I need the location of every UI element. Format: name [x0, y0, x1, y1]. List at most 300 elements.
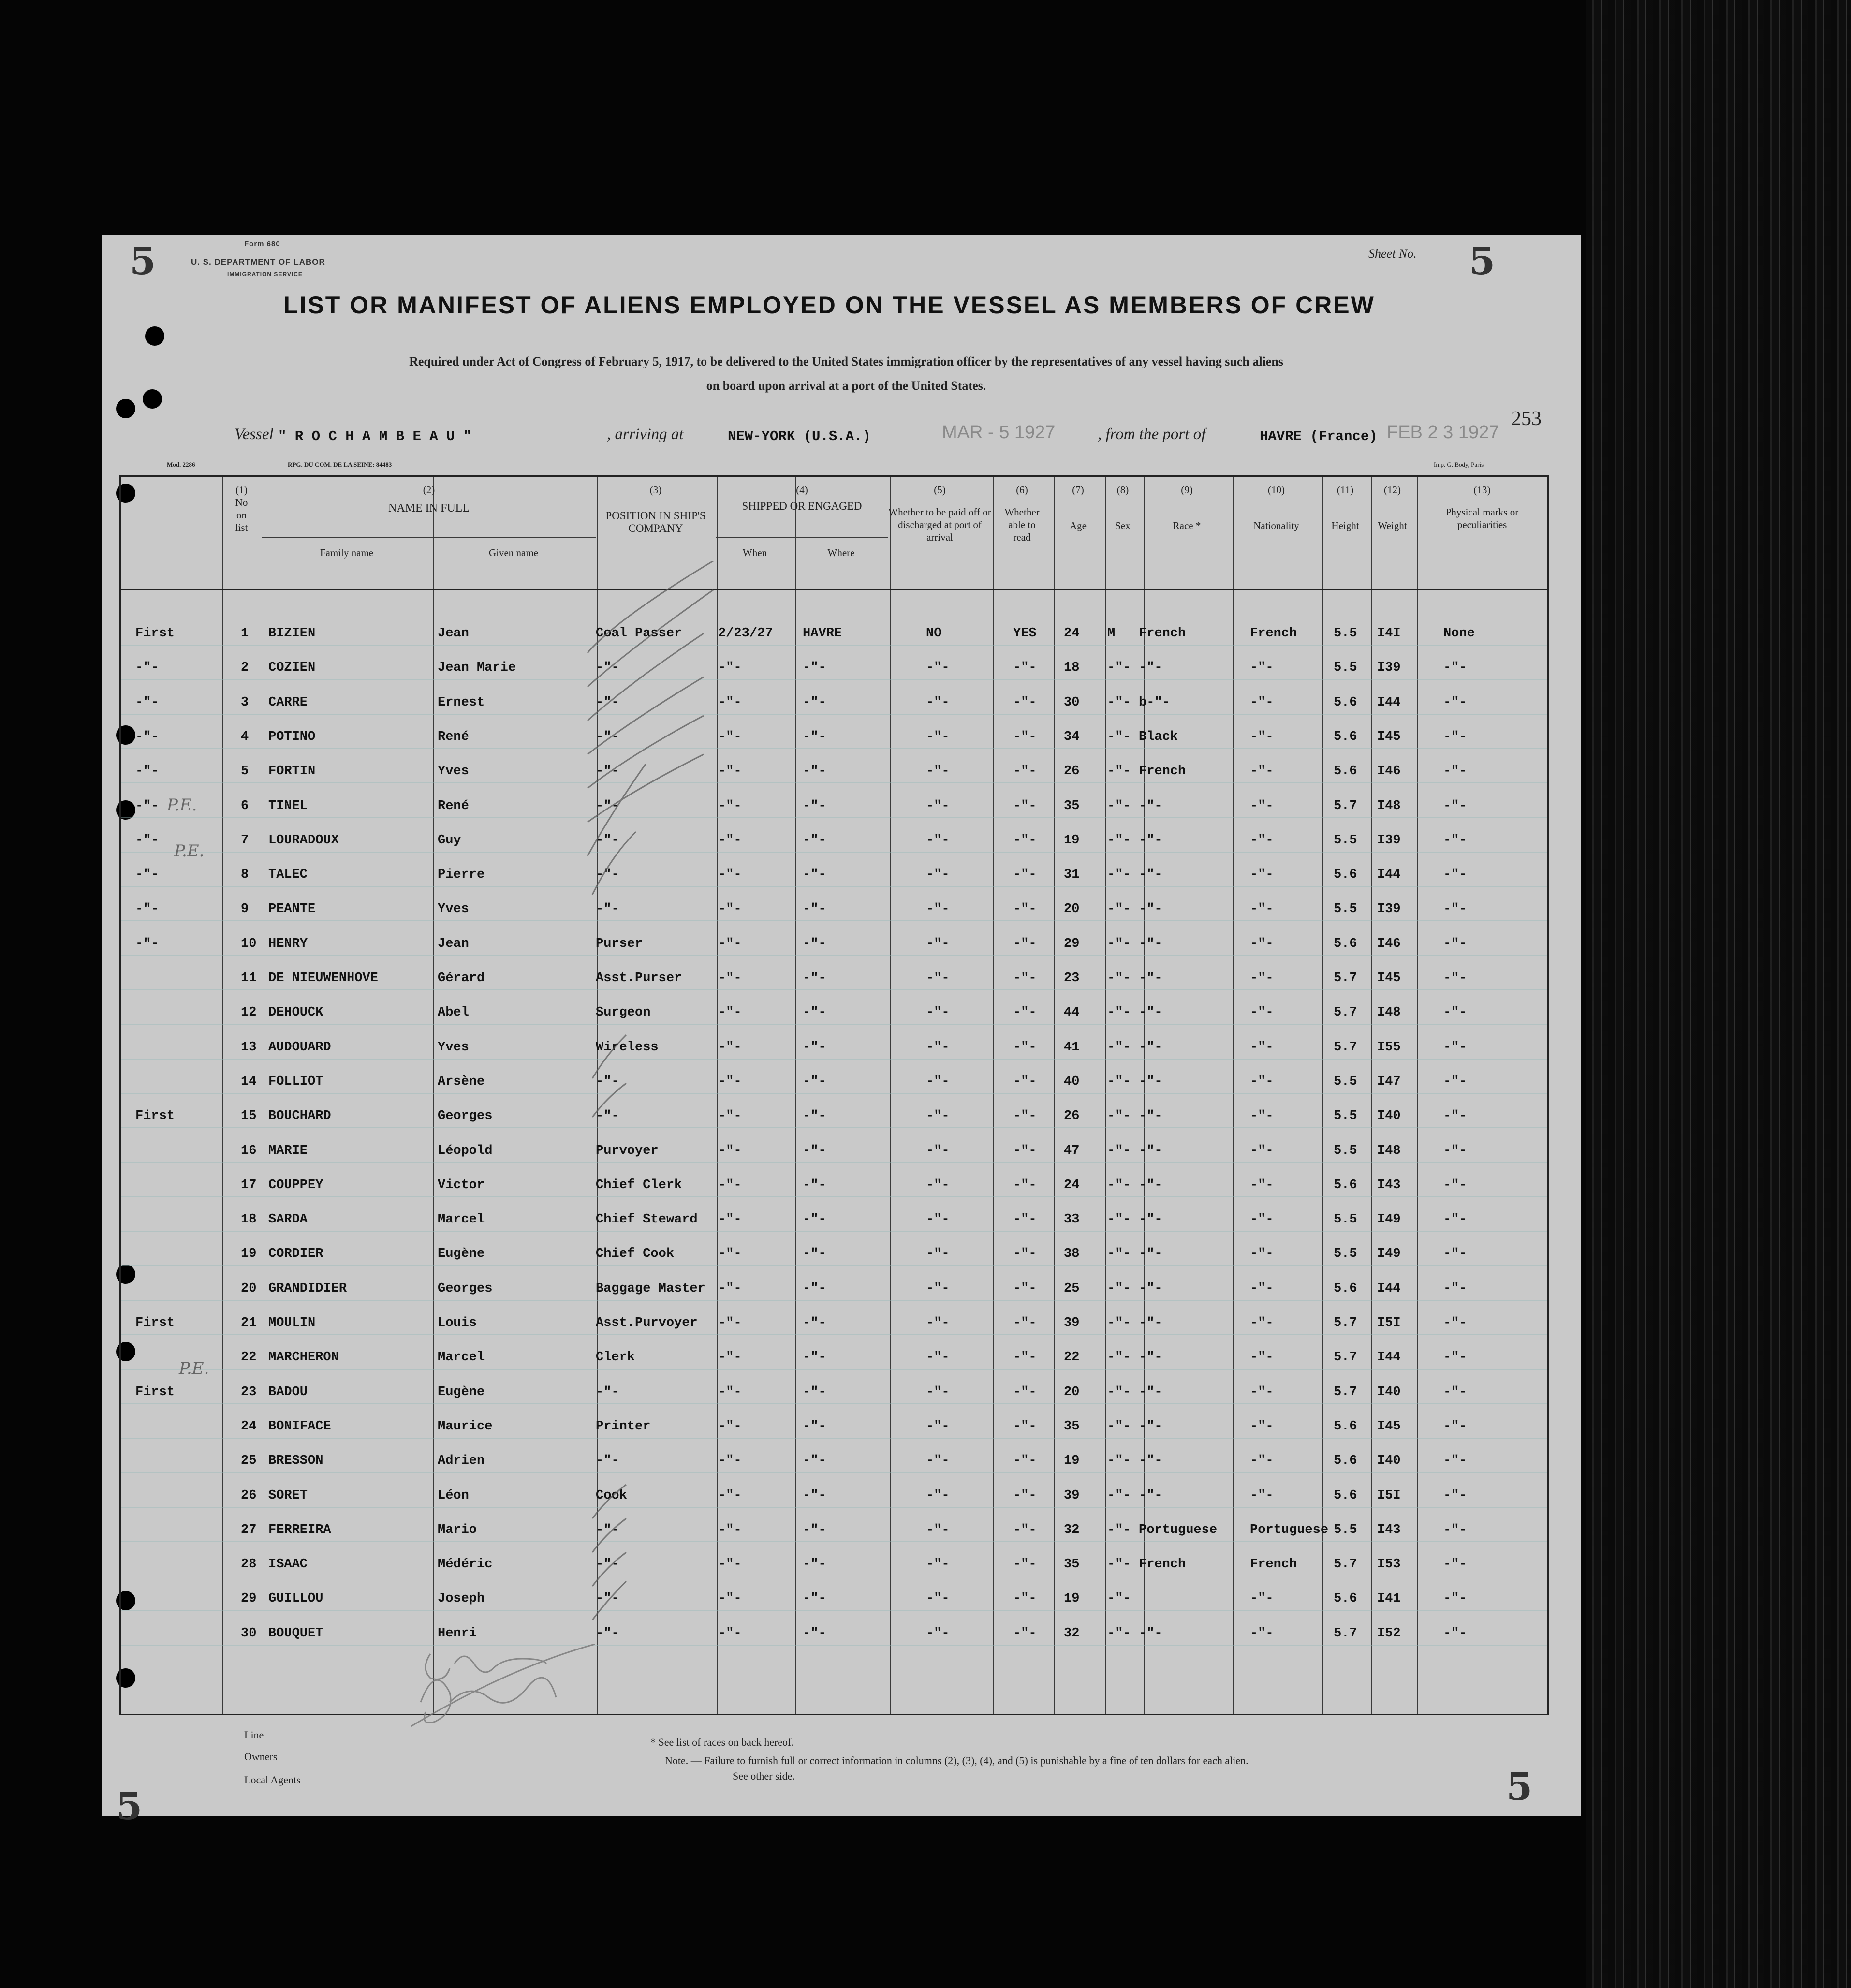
- row-no: 3: [241, 695, 249, 710]
- row-race: -"-: [1139, 868, 1162, 883]
- row-height: 5.7: [1334, 1316, 1357, 1330]
- row-nationality: -"-: [1250, 1281, 1274, 1296]
- annotation-pe: P.E.: [167, 795, 197, 815]
- row-position: -"-: [596, 1074, 619, 1089]
- footer-line-label: Line: [244, 1729, 264, 1741]
- row-height: 5.7: [1334, 1384, 1357, 1399]
- row-marks: None: [1443, 626, 1475, 641]
- row-sex: -"-: [1107, 833, 1131, 848]
- row-marks: -"-: [1443, 1522, 1467, 1537]
- row-weight: I41: [1377, 1591, 1401, 1606]
- row-able-to-read: -"-: [1013, 1074, 1037, 1089]
- row-family-name: MARCHERON: [268, 1350, 339, 1365]
- row-position: Asst.Purvoyer: [596, 1316, 698, 1330]
- row-height: 5.7: [1334, 971, 1357, 986]
- row-sex: -"-: [1107, 729, 1131, 744]
- row-no: 8: [241, 868, 249, 883]
- row-age: 20: [1064, 902, 1080, 917]
- row-paid-off: -"-: [926, 729, 950, 744]
- row-sex: -"-: [1107, 936, 1131, 951]
- row-paid-off: -"-: [926, 1247, 950, 1262]
- row-able-to-read: -"-: [1013, 764, 1037, 779]
- row-able-to-read: -"-: [1013, 729, 1037, 744]
- row-given-name: Eugène: [438, 1247, 485, 1262]
- row-age: 26: [1064, 764, 1080, 779]
- row-where: -"-: [803, 661, 826, 676]
- row-paid-off: -"-: [926, 1109, 950, 1124]
- row-position: Printer: [596, 1419, 651, 1434]
- row-no: 20: [241, 1281, 257, 1296]
- row-able-to-read: -"-: [1013, 1488, 1037, 1503]
- row-family-name: MARIE: [268, 1143, 308, 1158]
- row-height: 5.5: [1334, 1143, 1357, 1158]
- film-edge-artifact: [1586, 0, 1851, 1988]
- row-able-to-read: YES: [1013, 626, 1037, 641]
- row-where: -"-: [803, 1316, 826, 1330]
- row-left-note: -"-: [135, 661, 159, 676]
- row-nationality: -"-: [1250, 1454, 1274, 1469]
- row-marks: -"-: [1443, 1350, 1467, 1365]
- row-weight: I39: [1377, 833, 1401, 848]
- row-no: 2: [241, 661, 249, 676]
- row-race: Black: [1139, 729, 1178, 744]
- row-nationality: -"-: [1250, 971, 1274, 986]
- row-age: 31: [1064, 868, 1080, 883]
- row-able-to-read: -"-: [1013, 1005, 1037, 1020]
- annotation-pe: P.E.: [179, 1359, 209, 1378]
- from-port: HAVRE (France): [1260, 428, 1378, 444]
- row-nationality: -"-: [1250, 1419, 1274, 1434]
- row-rule: [121, 748, 1547, 749]
- row-race: -"-: [1139, 1178, 1162, 1193]
- row-age: 40: [1064, 1074, 1080, 1089]
- row-race: -"-: [1139, 798, 1162, 813]
- row-height: 5.6: [1334, 936, 1357, 951]
- row-age: 26: [1064, 1109, 1080, 1124]
- row-no: 4: [241, 729, 249, 744]
- row-nationality: -"-: [1250, 1316, 1274, 1330]
- row-left-note: -"-: [135, 936, 159, 951]
- row-able-to-read: -"-: [1013, 1143, 1037, 1158]
- row-when: -"-: [718, 1316, 742, 1330]
- mod-number: Mod. 2286: [167, 461, 195, 468]
- row-no: 25: [241, 1454, 257, 1469]
- col-2a-header: Family name: [320, 547, 374, 559]
- row-where: -"-: [803, 1522, 826, 1537]
- row-when: -"-: [718, 1522, 742, 1537]
- row-given-name: Ernest: [438, 695, 485, 710]
- row-where: -"-: [803, 1074, 826, 1089]
- row-when: -"-: [718, 936, 742, 951]
- row-height: 5.5: [1334, 902, 1357, 917]
- col-7-header: (7) Age: [1070, 484, 1087, 531]
- row-height: 5.6: [1334, 1178, 1357, 1193]
- row-weight: I45: [1377, 971, 1401, 986]
- row-weight: I55: [1377, 1040, 1401, 1055]
- row-race: b-"-: [1139, 695, 1170, 710]
- row-paid-off: -"-: [926, 1626, 950, 1641]
- row-rule: [121, 852, 1547, 853]
- row-able-to-read: -"-: [1013, 833, 1037, 848]
- row-given-name: Marcel: [438, 1212, 485, 1227]
- row-age: 19: [1064, 1591, 1080, 1606]
- row-able-to-read: -"-: [1013, 798, 1037, 813]
- col-10-header: (10) Nationality: [1253, 484, 1299, 531]
- punch-hole: [145, 326, 164, 346]
- row-where: -"-: [803, 798, 826, 813]
- row-when: -"-: [718, 1454, 742, 1469]
- page-stamp-top-right: 5: [1469, 239, 1496, 283]
- row-marks: -"-: [1443, 764, 1467, 779]
- departure-date-stamp: FEB 2 3 1927: [1387, 422, 1499, 442]
- row-where: -"-: [803, 1281, 826, 1296]
- row-given-name: Jean: [438, 936, 469, 951]
- row-where: HAVRE: [803, 626, 842, 641]
- row-rule: [121, 1196, 1547, 1197]
- row-race: -"-: [1139, 1626, 1162, 1641]
- row-nationality: -"-: [1250, 1040, 1274, 1055]
- row-position: -"-: [596, 1626, 619, 1641]
- row-no: 9: [241, 902, 249, 917]
- row-given-name: Victor: [438, 1178, 485, 1193]
- row-paid-off: -"-: [926, 1074, 950, 1089]
- row-sex: -"-: [1107, 1109, 1131, 1124]
- row-paid-off: -"-: [926, 902, 950, 917]
- row-when: -"-: [718, 661, 742, 676]
- row-where: -"-: [803, 729, 826, 744]
- row-paid-off: -"-: [926, 1350, 950, 1365]
- row-height: 5.6: [1334, 1419, 1357, 1434]
- row-marks: -"-: [1443, 971, 1467, 986]
- row-left-note: -"-: [135, 868, 159, 883]
- row-rule: [121, 1300, 1547, 1301]
- row-age: 24: [1064, 1178, 1080, 1193]
- row-given-name: Joseph: [438, 1591, 485, 1606]
- row-when: -"-: [718, 1212, 742, 1227]
- row-marks: -"-: [1443, 1419, 1467, 1434]
- row-marks: -"-: [1443, 1074, 1467, 1089]
- row-sex: -"-: [1107, 1488, 1131, 1503]
- row-sex: -"-: [1107, 1281, 1131, 1296]
- row-position: -"-: [596, 798, 619, 813]
- row-given-name: Adrien: [438, 1454, 485, 1469]
- row-position: Asst.Purser: [596, 971, 682, 986]
- row-race: -"-: [1139, 1005, 1162, 1020]
- row-marks: -"-: [1443, 1005, 1467, 1020]
- row-family-name: AUDOUARD: [268, 1040, 331, 1055]
- row-race: -"-: [1139, 1143, 1162, 1158]
- row-when: -"-: [718, 729, 742, 744]
- row-position: Chief Steward: [596, 1212, 698, 1227]
- row-position: Purser: [596, 936, 643, 951]
- row-paid-off: -"-: [926, 1316, 950, 1330]
- row-when: -"-: [718, 764, 742, 779]
- row-able-to-read: -"-: [1013, 868, 1037, 883]
- row-weight: I48: [1377, 798, 1401, 813]
- row-no: 16: [241, 1143, 257, 1158]
- row-race: -"-: [1139, 1384, 1162, 1399]
- row-position: -"-: [596, 868, 619, 883]
- row-able-to-read: -"-: [1013, 936, 1037, 951]
- row-paid-off: -"-: [926, 1384, 950, 1399]
- row-no: 24: [241, 1419, 257, 1434]
- row-given-name: Abel: [438, 1005, 469, 1020]
- row-paid-off: -"-: [926, 1488, 950, 1503]
- row-no: 11: [241, 971, 257, 986]
- footer-note: Note. — Failure to furnish full or correct information in columns (2), (3), (4), and (5) is punishable by a fine of ten dollars for each alien.: [665, 1754, 1249, 1767]
- row-position: Chief Cook: [596, 1247, 675, 1262]
- row-sex: -"-: [1107, 1626, 1131, 1641]
- row-position: Clerk: [596, 1350, 635, 1365]
- row-where: -"-: [803, 868, 826, 883]
- row-sex: -"-: [1107, 1419, 1131, 1434]
- row-where: -"-: [803, 1419, 826, 1434]
- row-nationality: -"-: [1250, 1109, 1274, 1124]
- col-4b-header: Where: [827, 547, 855, 559]
- row-family-name: ISAAC: [268, 1557, 308, 1572]
- row-family-name: FOLLIOT: [268, 1074, 323, 1089]
- row-family-name: PEANTE: [268, 902, 316, 917]
- row-marks: -"-: [1443, 798, 1467, 813]
- row-left-note: -"-: [135, 902, 159, 917]
- row-rule: [121, 1334, 1547, 1335]
- row-age: 39: [1064, 1316, 1080, 1330]
- row-left-note: -"-: [135, 833, 159, 848]
- row-nationality: Portuguese: [1250, 1522, 1329, 1537]
- row-rule: [121, 1472, 1547, 1473]
- row-position: -"-: [596, 695, 619, 710]
- row-paid-off: -"-: [926, 1591, 950, 1606]
- row-weight: I46: [1377, 764, 1401, 779]
- row-no: 15: [241, 1109, 257, 1124]
- row-sex: -"-: [1107, 764, 1131, 779]
- annotation-pe: P.E.: [174, 841, 205, 861]
- row-able-to-read: -"-: [1013, 1557, 1037, 1572]
- row-sex: -"-: [1107, 1384, 1131, 1399]
- row-sex: -"-: [1107, 1316, 1131, 1330]
- row-when: -"-: [718, 1040, 742, 1055]
- row-sex: -"-: [1107, 971, 1131, 986]
- tick-marks: [573, 561, 728, 1649]
- row-rule: [121, 1162, 1547, 1163]
- row-given-name: Louis: [438, 1316, 477, 1330]
- row-family-name: SARDA: [268, 1212, 308, 1227]
- row-where: -"-: [803, 1109, 826, 1124]
- row-paid-off: -"-: [926, 1005, 950, 1020]
- row-race: -"-: [1139, 1109, 1162, 1124]
- row-able-to-read: -"-: [1013, 1626, 1037, 1641]
- row-nationality: -"-: [1250, 661, 1274, 676]
- row-given-name: René: [438, 729, 469, 744]
- row-weight: I43: [1377, 1178, 1401, 1193]
- row-position: Coal Passer: [596, 626, 682, 641]
- row-no: 26: [241, 1488, 257, 1503]
- col-9-header: (9) Race *: [1173, 484, 1201, 531]
- row-where: -"-: [803, 1384, 826, 1399]
- subtitle-line-1: Required under Act of Congress of February 5, 1917, to be delivered to the United States immigration officer by the representatives of any vessel having such aliens: [409, 354, 1283, 368]
- row-paid-off: -"-: [926, 695, 950, 710]
- row-age: 39: [1064, 1488, 1080, 1503]
- row-given-name: Pierre: [438, 868, 485, 883]
- row-marks: -"-: [1443, 1212, 1467, 1227]
- col-11-header: (11) Height: [1331, 484, 1359, 531]
- row-family-name: COZIEN: [268, 661, 316, 676]
- page-title: LIST OR MANIFEST OF ALIENS EMPLOYED ON THE VESSEL AS MEMBERS OF CREW: [283, 292, 1375, 319]
- row-nationality: -"-: [1250, 1384, 1274, 1399]
- row-position: -"-: [596, 1384, 619, 1399]
- row-where: -"-: [803, 1557, 826, 1572]
- row-when: -"-: [718, 695, 742, 710]
- row-able-to-read: -"-: [1013, 1109, 1037, 1124]
- row-weight: I43: [1377, 1522, 1401, 1537]
- row-age: 32: [1064, 1626, 1080, 1641]
- row-family-name: FORTIN: [268, 764, 316, 779]
- row-when: -"-: [718, 1074, 742, 1089]
- row-height: 5.6: [1334, 729, 1357, 744]
- row-height: 5.7: [1334, 798, 1357, 813]
- row-where: -"-: [803, 1454, 826, 1469]
- row-nationality: -"-: [1250, 868, 1274, 883]
- row-able-to-read: -"-: [1013, 1419, 1037, 1434]
- row-paid-off: -"-: [926, 868, 950, 883]
- row-paid-off: -"-: [926, 833, 950, 848]
- row-position: -"-: [596, 1557, 619, 1572]
- row-when: -"-: [718, 1626, 742, 1641]
- row-weight: I44: [1377, 1281, 1401, 1296]
- row-left-note: First: [135, 1316, 175, 1330]
- row-height: 5.7: [1334, 1626, 1357, 1641]
- row-family-name: BONIFACE: [268, 1419, 331, 1434]
- department: U. S. DEPARTMENT OF LABOR: [191, 257, 325, 266]
- signature: [401, 1644, 691, 1741]
- row-marks: -"-: [1443, 1557, 1467, 1572]
- row-weight: I44: [1377, 1350, 1401, 1365]
- row-marks: -"-: [1443, 729, 1467, 744]
- row-age: 23: [1064, 971, 1080, 986]
- row-paid-off: -"-: [926, 1178, 950, 1193]
- row-family-name: BADOU: [268, 1384, 308, 1399]
- row-when: -"-: [718, 1557, 742, 1572]
- col-8-header: (8) Sex: [1115, 484, 1131, 531]
- footer-races-note: * See list of races on back hereof.: [650, 1736, 794, 1748]
- row-given-name: Jean Marie: [438, 661, 516, 676]
- row-weight: I49: [1377, 1247, 1401, 1262]
- row-able-to-read: -"-: [1013, 1281, 1037, 1296]
- row-height: 5.6: [1334, 695, 1357, 710]
- row-age: 32: [1064, 1522, 1080, 1537]
- row-where: -"-: [803, 1178, 826, 1193]
- row-able-to-read: -"-: [1013, 1384, 1037, 1399]
- row-when: -"-: [718, 798, 742, 813]
- row-paid-off: -"-: [926, 1040, 950, 1055]
- row-age: 35: [1064, 1557, 1080, 1572]
- row-rule: [121, 1231, 1547, 1232]
- row-weight: I53: [1377, 1557, 1401, 1572]
- row-left-note: -"-: [135, 764, 159, 779]
- punch-hole: [116, 399, 135, 418]
- row-position: -"-: [596, 1522, 619, 1537]
- row-position: Cook: [596, 1488, 627, 1503]
- row-where: -"-: [803, 936, 826, 951]
- row-height: 5.7: [1334, 1350, 1357, 1365]
- row-paid-off: -"-: [926, 661, 950, 676]
- row-race: -"-: [1139, 971, 1162, 986]
- row-no: 5: [241, 764, 249, 779]
- subtitle-line-2: on board upon arrival at a port of the United States.: [706, 379, 986, 393]
- row-family-name: GRANDIDIER: [268, 1281, 347, 1296]
- row-no: 6: [241, 798, 249, 813]
- row-weight: I48: [1377, 1005, 1401, 1020]
- row-paid-off: -"-: [926, 1557, 950, 1572]
- col-12-header: (12) Weight: [1378, 484, 1407, 531]
- row-race: -"-: [1139, 1247, 1162, 1262]
- row-height: 5.6: [1334, 764, 1357, 779]
- row-family-name: BRESSON: [268, 1454, 323, 1469]
- row-family-name: TINEL: [268, 798, 308, 813]
- col-6-header: (6) Whether able to read: [1004, 484, 1040, 543]
- row-nationality: -"-: [1250, 1074, 1274, 1089]
- row-able-to-read: -"-: [1013, 902, 1037, 917]
- row-position: -"-: [596, 833, 619, 848]
- row-sex: -"-: [1107, 1040, 1131, 1055]
- row-weight: I52: [1377, 1626, 1401, 1641]
- row-marks: -"-: [1443, 661, 1467, 676]
- row-given-name: Jean: [438, 626, 469, 641]
- row-height: 5.6: [1334, 1591, 1357, 1606]
- col-2b-header: Given name: [488, 547, 539, 559]
- row-given-name: Henri: [438, 1626, 477, 1641]
- row-rule: [121, 989, 1547, 990]
- row-family-name: COUPPEY: [268, 1178, 323, 1193]
- row-when: -"-: [718, 1005, 742, 1020]
- row-given-name: Arsène: [438, 1074, 485, 1089]
- arriving-label: , arriving at: [607, 426, 684, 443]
- row-where: -"-: [803, 833, 826, 848]
- row-no: 1: [241, 626, 249, 641]
- row-paid-off: -"-: [926, 1212, 950, 1227]
- row-family-name: CARRE: [268, 695, 308, 710]
- row-position: -"-: [596, 902, 619, 917]
- row-paid-off: NO: [926, 626, 942, 641]
- row-when: -"-: [718, 1143, 742, 1158]
- row-rule: [121, 1059, 1547, 1060]
- row-age: 33: [1064, 1212, 1080, 1227]
- row-height: 5.6: [1334, 1281, 1357, 1296]
- row-left-note: -"-: [135, 695, 159, 710]
- row-marks: -"-: [1443, 1247, 1467, 1262]
- row-sex: -"-: [1107, 695, 1131, 710]
- row-no: 29: [241, 1591, 257, 1606]
- row-given-name: René: [438, 798, 469, 813]
- row-position: -"-: [596, 1454, 619, 1469]
- row-height: 5.5: [1334, 1247, 1357, 1262]
- row-family-name: LOURADOUX: [268, 833, 339, 848]
- col-1-header: (1) No on list: [235, 484, 248, 533]
- row-sex: -"-: [1107, 868, 1131, 883]
- row-where: -"-: [803, 1005, 826, 1020]
- row-when: -"-: [718, 1384, 742, 1399]
- page-reference: 253: [1511, 408, 1542, 430]
- row-where: -"-: [803, 1350, 826, 1365]
- row-sex: -"-: [1107, 1074, 1131, 1089]
- row-age: 35: [1064, 798, 1080, 813]
- row-race: -"-: [1139, 1212, 1162, 1227]
- row-weight: I45: [1377, 1419, 1401, 1434]
- row-nationality: -"-: [1250, 729, 1274, 744]
- row-rule: [121, 1507, 1547, 1508]
- row-given-name: Marcel: [438, 1350, 485, 1365]
- row-race: -"-: [1139, 833, 1162, 848]
